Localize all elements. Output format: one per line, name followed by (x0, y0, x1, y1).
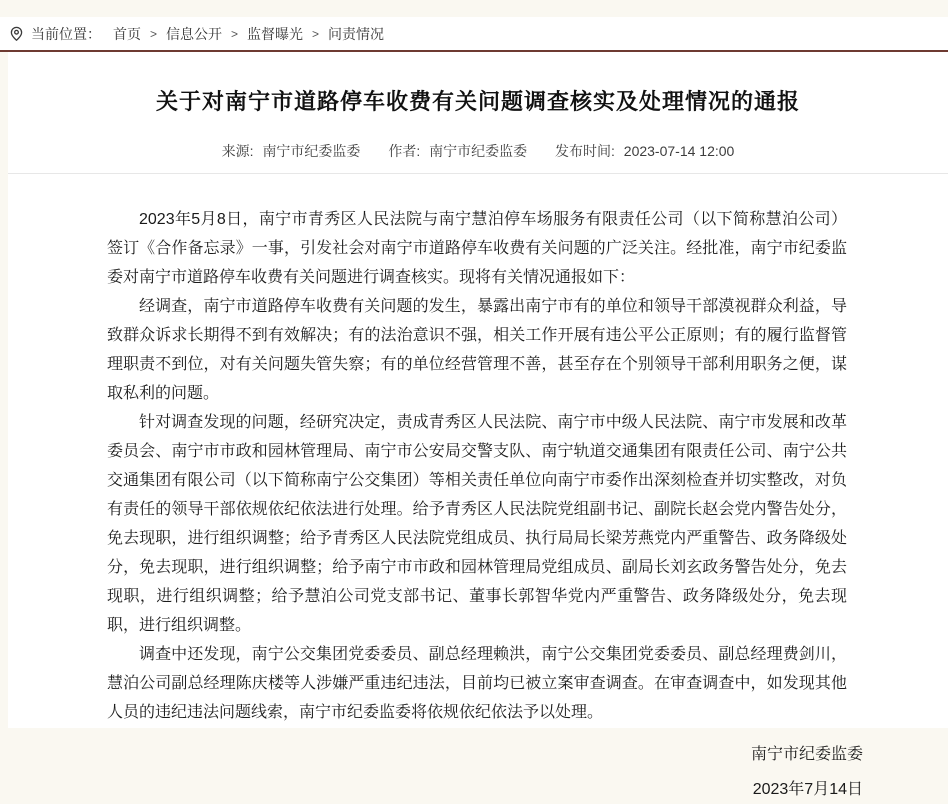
meta-source-value: 南宁市纪委监委 (262, 143, 361, 159)
signature-block (8, 740, 948, 804)
breadcrumb-item-supervision-exposure[interactable]: 监督曝光 (247, 25, 304, 42)
meta-time-label: 发布时间: (555, 143, 615, 159)
location-pin-icon (8, 25, 25, 42)
article-container (8, 52, 948, 798)
paragraph-4: 调查中还发现，南宁公交集团党委委员、副总经理赖洪，南宁公交集团党委委员、副总经理费剑川，慧泊公司副总经理陈庆楼等人涉嫌严重违纪违法，目前均已被立案审查调查。在审查调查中，如发现其他人员的违纪违法问题线索，南宁市纪委监委将依规依纪依法予以处理。 (107, 646, 847, 721)
meta-author (388, 141, 527, 161)
meta-publish-time (555, 141, 734, 161)
meta-author-value: 南宁市纪委监委 (429, 143, 528, 159)
breadcrumb (0, 17, 948, 52)
meta-source-label: 来源: (221, 143, 254, 159)
signature: 南宁市纪委监委 (750, 746, 863, 763)
breadcrumb-label: 当前位置： (31, 25, 101, 42)
meta-author-label: 作者: (388, 143, 421, 159)
breadcrumb-item-accountability[interactable]: 问责情况 (328, 25, 385, 42)
breadcrumb-separator: > (150, 26, 158, 41)
article-meta (8, 141, 948, 161)
paragraph-1: 2023年5月8日，南宁市青秀区人民法院与南宁慧泊停车场服务有限责任公司（以下简称慧泊公司）签订《合作备忘录》一事，引发社会对南宁市道路停车收费有关问题的广泛关注。经批准，南宁市纪委监委对南宁市道路停车收费有关问题进行调查核实。现将有关情况通报如下： (107, 211, 847, 286)
breadcrumb-item-info-disclosure[interactable]: 信息公开 (166, 25, 223, 42)
breadcrumb-item-home[interactable]: 首页 (113, 25, 141, 42)
paragraph-3: 针对调查发现的问题，经研究决定，责成青秀区人民法院、南宁市中级人民法院、南宁市发展和改革委员会、南宁市市政和园林管理局、南宁市公安局交警支队、南宁轨道交通集团有限责任公司、南宁公共交通集团有限公司（以下简称南宁公交集团）等相关责任单位向南宁市委作出深刻检查并切实整改，对负有责任的领导干部依规依纪依法进行处理。给予青秀区人民法院党组副书记、副院长赵会党内警告处分，免去现职，进行组织调整；给予青秀区人民法院党组成员、执行局局长梁芳燕党内严重警告、政务降级处分，免去现职，进行组织调整；给予南宁市市政和园林管理局党组成员、副局长刘玄政务警告处分，免去现职，进行组织调整；给予慧泊公司党支部书记、董事长郭智华党内严重警告、政务降级处分，免去现职，进行组织调整。 (107, 414, 847, 634)
breadcrumb-separator: > (231, 26, 239, 41)
article-title: 关于对南宁市道路停车收费有关问题调查核实及处理情况的通报 (155, 89, 800, 114)
signature-date: 2023年7月14日 (752, 781, 863, 798)
article-body (8, 174, 948, 727)
breadcrumb-separator: > (312, 26, 320, 41)
meta-time-value: 2023-07-14 12:00 (623, 143, 735, 159)
paragraph-2: 经调查，南宁市道路停车收费有关问题的发生，暴露出南宁市有的单位和领导干部漠视群众利益，导致群众诉求长期得不到有效解决；有的法治意识不强，相关工作开展有违公平公正原则；有的履行监督管理职责不到位，对有关问题失管失察；有的单位经营管理不善，甚至存在个别领导干部利用职务之便，谋取私利的问题。 (107, 298, 847, 402)
meta-source (222, 141, 361, 161)
